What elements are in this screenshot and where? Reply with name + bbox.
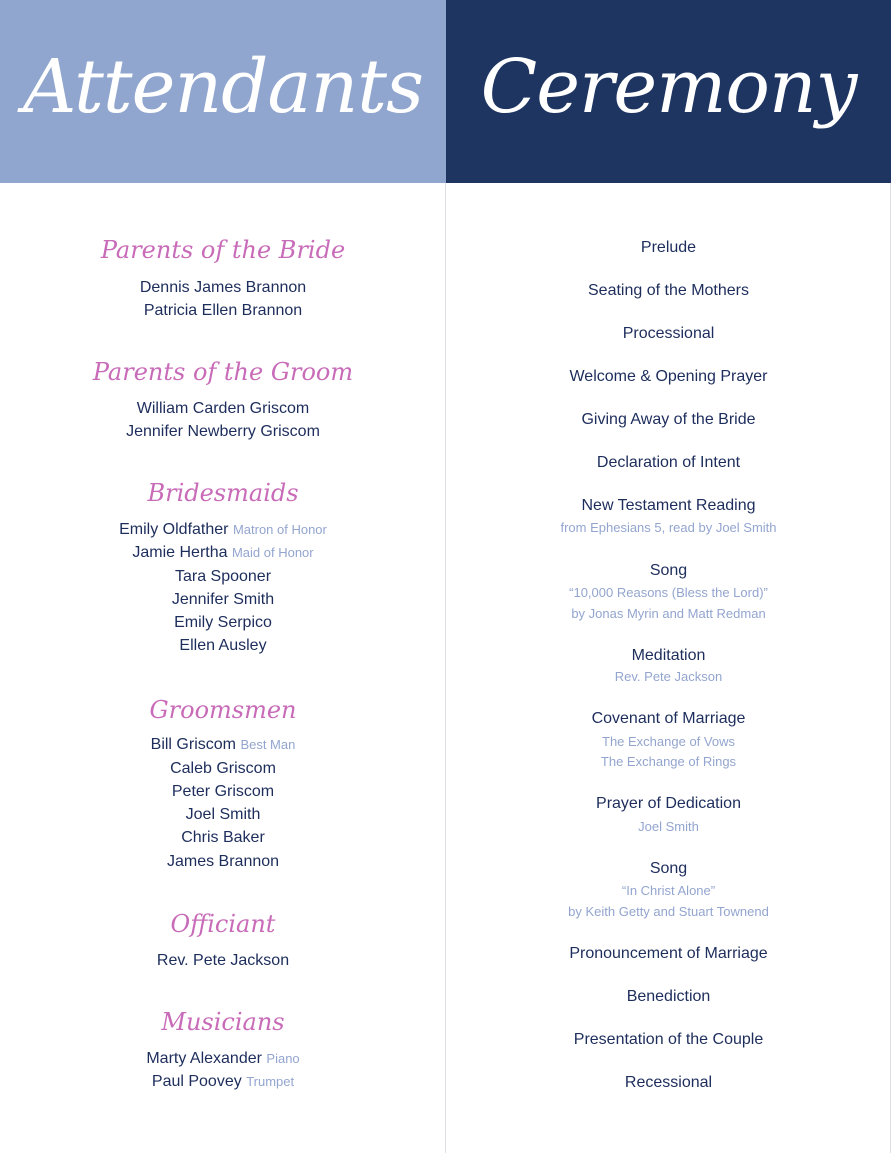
ceremony-item-detail: “In Christ Alone” bbox=[621, 883, 716, 898]
section-title-bridesmaids: Bridesmaids bbox=[147, 479, 299, 507]
section-title-musicians: Musicians bbox=[161, 1008, 285, 1036]
name-line: Joel Smith bbox=[185, 806, 261, 823]
name-line: Rev. Pete Jackson bbox=[156, 952, 290, 969]
ceremony-item-title: Seating of the Mothers bbox=[588, 282, 749, 299]
ceremony-item-title: Declaration of Intent bbox=[596, 454, 741, 471]
section-title-officiant: Officiant bbox=[170, 910, 276, 938]
member-role: Matron of Honor bbox=[232, 522, 327, 537]
name-line: Jennifer Smith bbox=[171, 591, 275, 608]
member-name: Paul Poovey bbox=[151, 1073, 242, 1090]
ceremony-header bbox=[446, 0, 891, 183]
name-line: Tara Spooner bbox=[174, 568, 272, 585]
ceremony-item-detail: The Exchange of Rings bbox=[600, 754, 737, 769]
ceremony-item-detail: Joel Smith bbox=[638, 819, 699, 834]
ceremony-item-title: Prelude bbox=[640, 239, 697, 256]
ceremony-item-detail: by Jonas Myrin and Matt Redman bbox=[571, 606, 766, 621]
name-line: Ellen Ausley bbox=[179, 637, 267, 654]
name-line: James Brannon bbox=[166, 853, 280, 870]
ceremony-item-detail: The Exchange of Vows bbox=[602, 734, 735, 749]
name-line: William Carden Griscom bbox=[136, 400, 310, 417]
member-role: Trumpet bbox=[246, 1074, 295, 1089]
member-role: Best Man bbox=[240, 737, 296, 752]
ceremony-item-title: Prayer of Dedication bbox=[596, 795, 741, 812]
member-name: Bill Griscom bbox=[150, 736, 236, 753]
ceremony-item-title: Meditation bbox=[631, 647, 706, 664]
member-role: Piano bbox=[266, 1051, 300, 1066]
name-line: Dennis James Brannon bbox=[139, 279, 307, 296]
name-line: Peter Griscom bbox=[171, 783, 275, 800]
ceremony-item-title: Benediction bbox=[626, 988, 711, 1005]
ceremony-title: Ceremony bbox=[480, 43, 857, 130]
member-name: Emily Oldfather bbox=[119, 521, 229, 538]
ceremony-item-detail: from Ephesians 5, read by Joel Smith bbox=[560, 520, 777, 535]
section-title-parents-groom: Parents of the Groom bbox=[92, 358, 354, 386]
name-line bbox=[0, 1049, 446, 1069]
name-line: Emily Serpico bbox=[174, 614, 272, 631]
ceremony-item-title: Song bbox=[649, 562, 688, 579]
name-line: Jennifer Newberry Griscom bbox=[126, 423, 320, 440]
ceremony-item-title: Recessional bbox=[624, 1074, 713, 1091]
ceremony-item-title: Processional bbox=[622, 325, 715, 342]
name-line: Chris Baker bbox=[181, 829, 265, 846]
ceremony-item-title: Pronouncement of Marriage bbox=[569, 945, 768, 962]
name-line bbox=[0, 735, 446, 755]
member-role: Maid of Honor bbox=[231, 545, 314, 560]
ceremony-item-title: Song bbox=[649, 860, 688, 877]
attendants-header bbox=[0, 0, 446, 183]
ceremony-item-title: New Testament Reading bbox=[581, 497, 756, 514]
member-name: Jamie Hertha bbox=[132, 544, 228, 561]
name-line bbox=[0, 1072, 446, 1092]
member-name: Marty Alexander bbox=[146, 1050, 262, 1067]
ceremony-item-detail: by Keith Getty and Stuart Townend bbox=[568, 904, 769, 919]
ceremony-item-detail: “10,000 Reasons (Bless the Lord)” bbox=[569, 585, 768, 600]
name-line: Caleb Griscom bbox=[170, 760, 276, 777]
name-line: Patricia Ellen Brannon bbox=[143, 302, 303, 319]
section-title-parents-bride: Parents of the Bride bbox=[100, 236, 346, 264]
name-line bbox=[0, 543, 446, 563]
name-line bbox=[0, 520, 446, 540]
ceremony-item-title: Welcome & Opening Prayer bbox=[569, 368, 768, 385]
ceremony-item-title: Presentation of the Couple bbox=[573, 1031, 764, 1048]
ceremony-item-title: Giving Away of the Bride bbox=[581, 411, 756, 428]
ceremony-item-detail: Rev. Pete Jackson bbox=[614, 669, 723, 684]
ceremony-item-title: Covenant of Marriage bbox=[591, 710, 746, 727]
attendants-title: Attendants bbox=[23, 43, 423, 130]
section-title-groomsmen: Groomsmen bbox=[149, 696, 297, 724]
